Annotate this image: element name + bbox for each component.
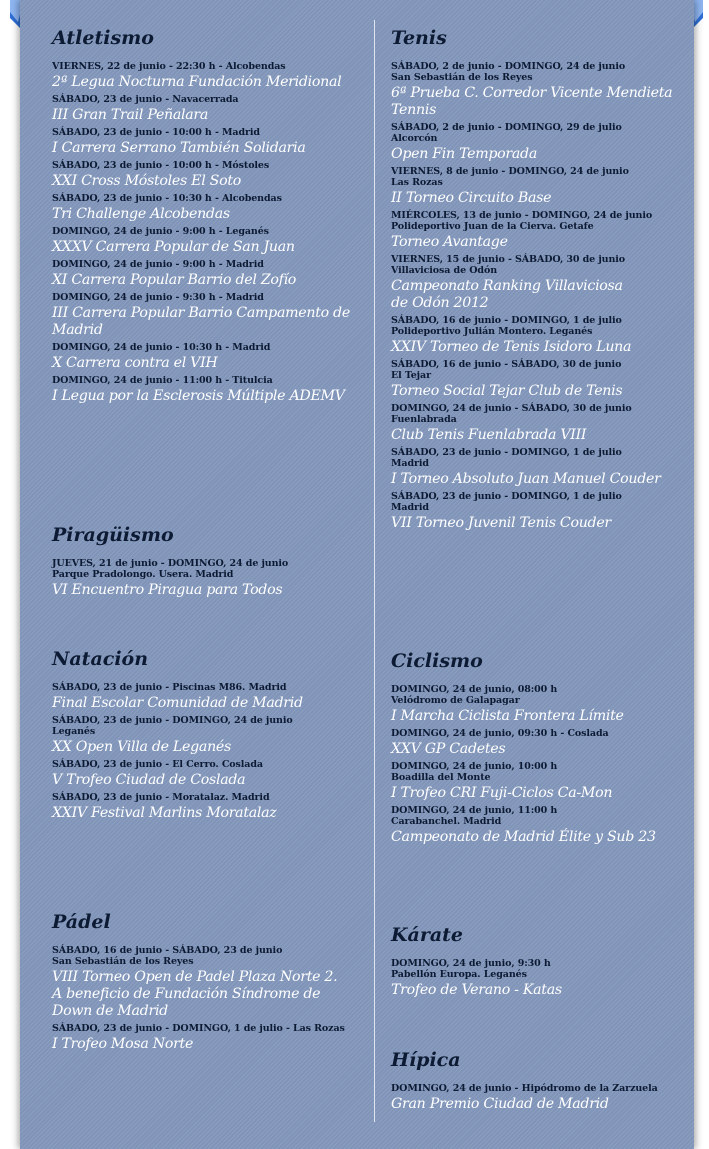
column-divider xyxy=(374,20,375,1122)
event-name: I Carrera Serrano También Solidaria xyxy=(52,140,306,156)
event-list xyxy=(391,958,683,999)
event-name: I Trofeo Mosa Norte xyxy=(52,1036,194,1052)
event-item xyxy=(52,375,352,405)
event-name: I Trofeo CRI Fuji-Ciclos Ca-Mon xyxy=(391,785,613,801)
event-item xyxy=(391,958,683,999)
event-name: XXIV Festival Marlins Moratalaz xyxy=(52,805,277,821)
event-name: Gran Premio Ciudad de Madrid xyxy=(391,1096,609,1112)
event-name: XXI Cross Móstoles El Soto xyxy=(52,173,241,189)
section-piraguismo xyxy=(52,524,352,602)
event-meta: DOMINGO, 24 de junio - 11:00 h - Titulcia xyxy=(52,375,273,386)
event-item xyxy=(391,805,683,846)
event-meta: SÁBADO, 23 de junio - 10:00 h - Móstoles xyxy=(52,160,270,171)
event-name: Open Fin Temporada xyxy=(391,146,537,162)
event-item xyxy=(52,759,352,789)
event-item xyxy=(391,315,683,356)
event-meta: SÁBADO, 23 de junio - 10:30 h - Alcobendas xyxy=(52,193,282,204)
event-name: I Marcha Ciclista Frontera Límite xyxy=(391,708,624,724)
event-name: Trofeo de Verano - Katas xyxy=(391,982,562,998)
event-meta: SÁBADO, 23 de junio - DOMINGO, 1 de julio Madrid xyxy=(391,491,622,513)
event-item xyxy=(391,728,683,758)
event-meta: SÁBADO, 23 de junio - Navacerrada xyxy=(52,94,239,105)
event-list xyxy=(52,558,352,599)
event-meta: DOMINGO, 24 de junio - 9:00 h - Leganés xyxy=(52,226,269,237)
event-name: X Carrera contra el VIH xyxy=(52,355,218,371)
event-item xyxy=(52,682,352,712)
event-item xyxy=(391,254,683,312)
event-item xyxy=(391,447,683,488)
event-meta: SÁBADO, 23 de junio - Moratalaz. Madrid xyxy=(52,792,270,803)
event-item xyxy=(391,761,683,802)
section-ciclismo xyxy=(391,650,683,849)
event-item xyxy=(391,684,683,725)
section-hipica xyxy=(391,1049,683,1116)
event-meta: SÁBADO, 23 de junio - Piscinas M86. Madrid xyxy=(52,682,287,693)
section-atletismo xyxy=(52,27,352,408)
event-item xyxy=(52,292,352,339)
event-name: Club Tenis Fuenlabrada VIII xyxy=(391,427,587,443)
event-name: VIII Torneo Open de Padel Plaza Norte 2. A beneficio de Fundación Síndrome de Down de Madrid xyxy=(52,969,338,1019)
event-meta: DOMINGO, 24 de junio - SÁBADO, 30 de junio Fuenlabrada xyxy=(391,403,632,425)
event-name: XXIV Torneo de Tenis Isidoro Luna xyxy=(391,339,632,355)
event-meta: SÁBADO, 23 de junio - DOMINGO, 24 de junio Leganés xyxy=(52,715,293,737)
event-meta: VIERNES, 15 de junio - SÁBADO, 30 de junio Villaviciosa de Odón xyxy=(391,254,626,276)
event-meta: SÁBADO, 16 de junio - SÁBADO, 30 de junio El Tejar xyxy=(391,359,622,381)
event-item xyxy=(52,342,352,372)
event-name: VII Torneo Juvenil Tenis Couder xyxy=(391,515,611,531)
event-meta: SÁBADO, 23 de junio - 10:00 h - Madrid xyxy=(52,127,260,138)
event-meta: DOMINGO, 24 de junio - 10:30 h - Madrid xyxy=(52,342,271,353)
event-meta: DOMINGO, 24 de junio - 9:00 h - Madrid xyxy=(52,259,264,270)
event-meta: SÁBADO, 23 de junio - El Cerro. Coslada xyxy=(52,759,263,770)
event-item xyxy=(391,166,683,207)
event-name: III Gran Trail Peñalara xyxy=(52,107,209,123)
event-item xyxy=(52,792,352,822)
section-title: Hípica xyxy=(391,1049,461,1071)
event-list xyxy=(52,945,352,1053)
event-item xyxy=(391,122,683,163)
event-meta: VIERNES, 8 de junio - DOMINGO, 24 de junio Las Rozas xyxy=(391,166,629,188)
event-name: Torneo Avantage xyxy=(391,234,508,250)
section-tenis xyxy=(391,27,683,535)
event-item xyxy=(391,210,683,251)
event-meta: SÁBADO, 23 de junio - DOMINGO, 1 de julio Madrid xyxy=(391,447,622,469)
event-item xyxy=(52,61,352,91)
event-name: XI Carrera Popular Barrio del Zofío xyxy=(52,272,297,288)
section-title: Ciclismo xyxy=(391,650,483,672)
event-name: III Carrera Popular Barrio Campamento de Madrid xyxy=(52,305,350,338)
event-name: XXV GP Cadetes xyxy=(391,741,506,757)
event-item xyxy=(52,160,352,190)
event-meta: SÁBADO, 2 de junio - DOMINGO, 29 de julio Alcorcón xyxy=(391,122,622,144)
section-title: Piragüismo xyxy=(52,524,174,546)
event-list xyxy=(391,61,683,532)
event-meta: SÁBADO, 23 de junio - DOMINGO, 1 de julio - Las Rozas xyxy=(52,1023,345,1034)
section-title: Tenis xyxy=(391,27,447,49)
event-name: Tri Challenge Alcobendas xyxy=(52,206,230,222)
event-name: I Legua por la Esclerosis Múltiple ADEMV xyxy=(52,388,345,404)
event-item xyxy=(391,403,683,444)
event-item xyxy=(391,1083,683,1113)
event-meta: VIERNES, 22 de junio - 22:30 h - Alcobendas xyxy=(52,61,286,72)
event-name: Campeonato de Madrid Élite y Sub 23 xyxy=(391,829,656,845)
event-meta: DOMINGO, 24 de junio - Hipódromo de la Zarzuela xyxy=(391,1083,658,1094)
event-meta: JUEVES, 21 de junio - DOMINGO, 24 de junio Parque Pradolongo. Usera. Madrid xyxy=(52,558,289,580)
event-item xyxy=(52,226,352,256)
event-item xyxy=(52,715,352,756)
event-name: Campeonato Ranking Villaviciosa de Odón 2012 xyxy=(391,278,623,311)
section-padel xyxy=(52,911,352,1056)
event-meta: SÁBADO, 16 de junio - DOMINGO, 1 de julio Polideportivo Julián Montero. Leganés xyxy=(391,315,622,337)
event-meta: MIÉRCOLES, 13 de junio - DOMINGO, 24 de junio Polideportivo Juan de la Cierva. Getafe xyxy=(391,210,653,232)
event-item xyxy=(391,359,683,400)
event-name: VI Encuentro Piragua para Todos xyxy=(52,582,283,598)
event-item xyxy=(391,491,683,532)
event-meta: SÁBADO, 2 de junio - DOMINGO, 24 de junio San Sebastián de los Reyes xyxy=(391,61,626,83)
event-item xyxy=(52,127,352,157)
section-title: Kárate xyxy=(391,924,464,946)
event-name: V Trofeo Ciudad de Coslada xyxy=(52,772,246,788)
event-meta: DOMINGO, 24 de junio, 08:00 h Velódromo de Galapagar xyxy=(391,684,558,706)
section-karate xyxy=(391,924,683,1002)
event-meta: SÁBADO, 16 de junio - SÁBADO, 23 de junio San Sebastián de los Reyes xyxy=(52,945,283,967)
section-natacion xyxy=(52,648,352,825)
section-title: Natación xyxy=(52,648,149,670)
event-meta: DOMINGO, 24 de junio, 10:00 h Boadilla del Monte xyxy=(391,761,558,783)
event-list xyxy=(52,682,352,822)
section-title: Pádel xyxy=(52,911,111,933)
event-meta: DOMINGO, 24 de junio - 9:30 h - Madrid xyxy=(52,292,264,303)
event-name: I Torneo Absoluto Juan Manuel Couder xyxy=(391,471,661,487)
event-item xyxy=(52,193,352,223)
event-item xyxy=(391,61,683,119)
event-list xyxy=(52,61,352,405)
event-item xyxy=(52,945,352,1020)
event-list xyxy=(391,1083,683,1113)
event-name: II Torneo Circuito Base xyxy=(391,190,552,206)
event-item xyxy=(52,259,352,289)
event-name: XXXV Carrera Popular de San Juan xyxy=(52,239,295,255)
event-meta: DOMINGO, 24 de junio, 9:30 h Pabellón Europa. Leganés xyxy=(391,958,551,980)
event-name: 2ª Legua Nocturna Fundación Meridional xyxy=(52,74,342,90)
event-name: 6ª Prueba C. Corredor Vicente Mendieta Tennis xyxy=(391,85,673,118)
event-item xyxy=(52,1023,352,1053)
event-item xyxy=(52,558,352,599)
event-meta: DOMINGO, 24 de junio, 11:00 h Carabanchel. Madrid xyxy=(391,805,558,827)
event-name: Final Escolar Comunidad de Madrid xyxy=(52,695,303,711)
event-name: Torneo Social Tejar Club de Tenis xyxy=(391,383,623,399)
event-name: XX Open Villa de Leganés xyxy=(52,739,232,755)
event-list xyxy=(391,684,683,846)
section-title: Atletismo xyxy=(52,27,154,49)
event-meta: DOMINGO, 24 de junio, 09:30 h - Coslada xyxy=(391,728,609,739)
event-item xyxy=(52,94,352,124)
